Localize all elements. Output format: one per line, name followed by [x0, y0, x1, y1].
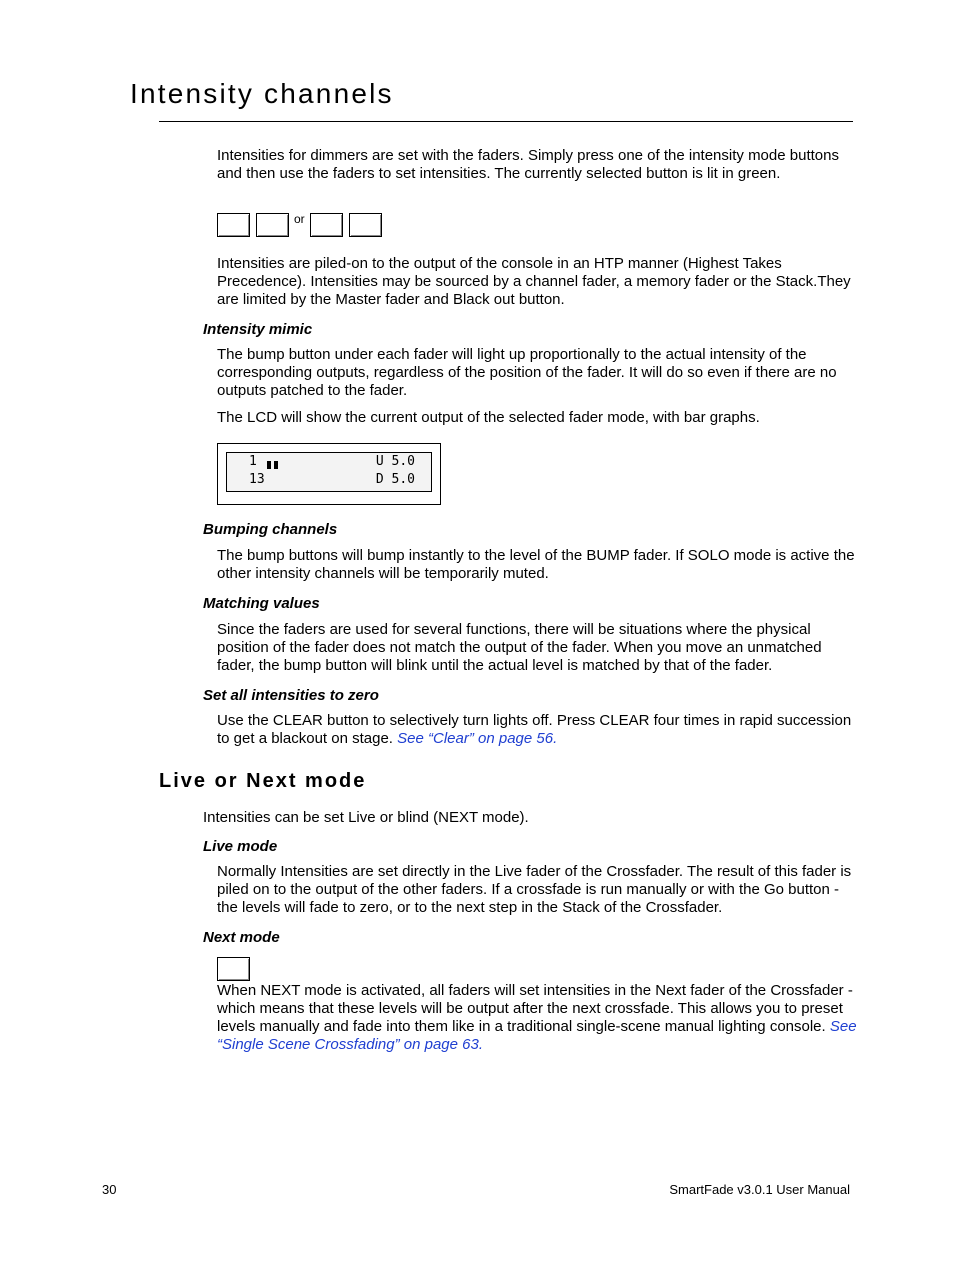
intro-paragraph: Intensities for dimmers are set with the faders. Simply press one of the intensity mode buttons and then use the faders to set intensities. The currently selected button is lit in green.: [217, 147, 839, 182]
lcd-screen: [226, 452, 432, 492]
or-label: or: [294, 212, 305, 226]
title-rule: [159, 121, 853, 122]
lcd-line1-right: U 5.0: [375, 454, 415, 469]
next-mode-heading: Next mode: [203, 929, 280, 946]
bumping-heading: Bumping channels: [203, 521, 338, 538]
intensity-mimic-paragraph: The bump button under each fader will light up proportionally to the actual intensity of the corresponding outputs, regardless of the position of the fader. It will do so even if there are no outputs patched to the fader.: [217, 346, 837, 399]
page-title: Intensity channels: [130, 78, 394, 109]
next-mode-button[interactable]: [217, 957, 250, 981]
lcd-line2-right: D 5.0: [375, 472, 415, 487]
bumping-paragraph: The bump buttons will bump instantly to the level of the BUMP fader. If SOLO mode is active the other intensity channels will be temporarily muted.: [217, 547, 855, 582]
intensity-mode-button-3[interactable]: [310, 213, 343, 237]
page-number: 30: [102, 1182, 117, 1197]
zero-text: Use the CLEAR button to selectively turn lights off. Press CLEAR four times in rapid succession to get a blackout on stage.: [217, 712, 852, 747]
intensity-mode-button-2[interactable]: [256, 213, 289, 237]
zero-paragraph: [217, 712, 857, 748]
lcd-illustration: [217, 443, 441, 505]
matching-heading: Matching values: [203, 595, 320, 612]
live-mode-paragraph: Normally Intensities are set directly in the Live fader of the Crossfader. The result of this fader is piled on to the output of the other faders. If a crossfade is run manually or with the Go button - the levels will fade to zero, or to the next step in the Stack of the Crossfader.: [217, 863, 852, 916]
live-mode-heading: Live mode: [203, 838, 278, 855]
live-next-heading: Live or Next mode: [159, 770, 367, 792]
intensity-mode-button-4[interactable]: [349, 213, 382, 237]
lcd-paragraph: The LCD will show the current output of the selected fader mode, with bar graphs.: [217, 409, 760, 426]
lcd-line2-left: 13: [249, 472, 265, 487]
zero-heading: Set all intensities to zero: [203, 687, 379, 704]
lcd-line1-left: 1: [249, 454, 257, 469]
lcd-bar: [274, 461, 278, 469]
clear-page-link[interactable]: See “Clear” on page 56.: [397, 730, 558, 747]
intensity-mode-button-1[interactable]: [217, 213, 250, 237]
lcd-line-2: [227, 471, 431, 488]
lcd-bar: [267, 461, 271, 469]
htp-paragraph: Intensities are piled-on to the output of the console in an HTP manner (Highest Takes Precedence). Intensities may be sourced by a channel fader, a memory fader or the Stack.They are limited by the Master fader and Black out button.: [217, 255, 851, 308]
next-mode-paragraph: [217, 982, 857, 1054]
lcd-line-1: [227, 453, 431, 470]
matching-paragraph: Since the faders are used for several functions, there will be situations where the physical position of the fader does not match the output of the fader. When you move an unmatched fader, the bump button will blink until the actual level is matched by that of the fader.: [217, 621, 822, 674]
live-next-intro: Intensities can be set Live or blind (NEXT mode).: [203, 809, 529, 826]
intensity-mimic-heading: Intensity mimic: [203, 321, 313, 338]
single-scene-link[interactable]: See “Single Scene Crossfading” on page 63.: [217, 1018, 857, 1053]
footer-title: SmartFade v3.0.1 User Manual: [669, 1182, 850, 1197]
next-mode-text: When NEXT mode is activated, all faders will set intensities in the Next fader of the Crossfader - which means that these levels will be output after the next crossfade. This allows you to preset levels manually and fade into them like in a traditional single-scene manual lighting console.: [217, 982, 853, 1035]
